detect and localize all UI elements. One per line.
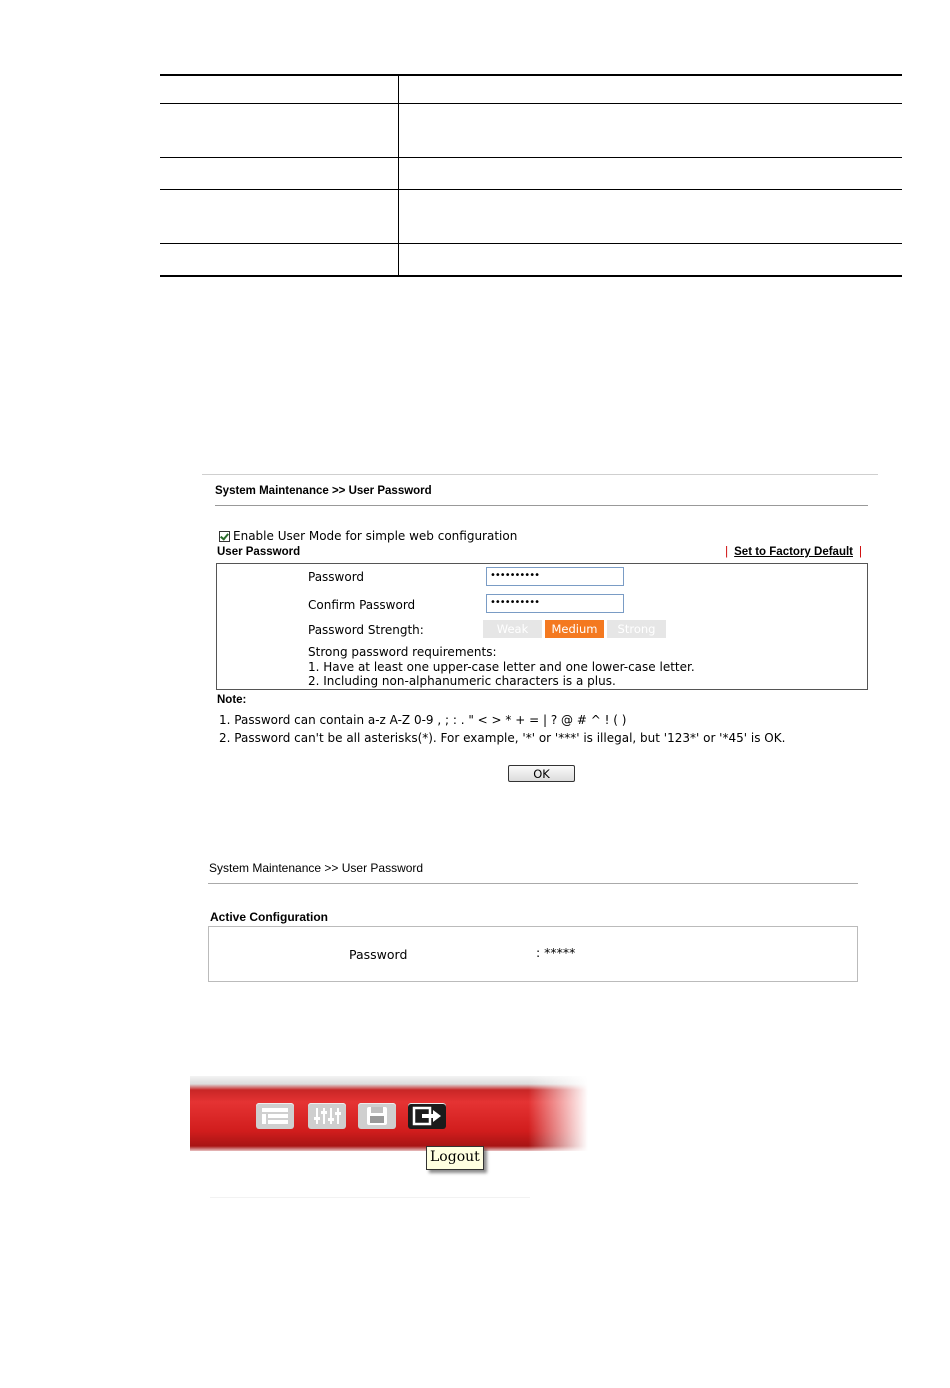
password-label: Password	[349, 947, 408, 962]
password-form-box	[216, 563, 868, 690]
document-table	[160, 74, 902, 277]
separator: |	[725, 546, 729, 558]
note-item: 1. Password can contain a-z A-Z 0-9 , ; : . " < > * + = | ? @ # ^ ! ( )	[219, 713, 627, 727]
logout-tooltip: Logout	[426, 1146, 484, 1170]
confirm-password-input[interactable]: ••••••••••	[486, 594, 624, 613]
active-config-box	[208, 926, 858, 982]
user-password-panel	[202, 474, 878, 794]
section-title: Active Configuration	[210, 910, 329, 924]
password-requirements	[308, 645, 695, 689]
save-icon[interactable]	[358, 1103, 396, 1129]
note-item: 2. Password can't be all asterisks(*). For example, '*' or '***' is illegal, but '123*' or '*45' is OK.	[219, 731, 786, 745]
section-title: User Password	[217, 546, 301, 558]
table-row-rule	[160, 189, 902, 190]
table-row-rule	[160, 243, 902, 244]
faint-divider	[210, 1197, 530, 1198]
notes-list	[219, 711, 785, 747]
enable-user-mode-label: Enable User Mode for simple web configuration	[233, 529, 518, 543]
logout-icon[interactable]	[408, 1103, 446, 1129]
password-strength-label: Password Strength:	[308, 623, 424, 637]
table-bottom-rule	[160, 275, 902, 277]
settings-sliders-icon[interactable]	[308, 1103, 346, 1129]
table-column-divider	[398, 74, 399, 277]
confirm-password-label: Confirm Password	[308, 598, 416, 612]
separator: |	[859, 546, 862, 558]
page-title: System Maintenance >> User Password	[215, 485, 432, 497]
password-value: : *****	[536, 945, 576, 960]
strength-medium: Medium	[545, 620, 604, 638]
password-label: Password	[308, 570, 365, 584]
set-to-factory-default-link[interactable]: Set to Factory Default	[734, 546, 853, 558]
table-header-rule	[160, 103, 902, 104]
layout-icon[interactable]	[256, 1103, 294, 1129]
password-input[interactable]: ••••••••••	[486, 567, 624, 586]
enable-user-mode-checkbox[interactable]	[219, 529, 517, 543]
password-strength-meter	[483, 620, 666, 638]
checkbox-checked-icon[interactable]	[219, 531, 230, 542]
top-toolbar	[190, 1076, 588, 1151]
strength-strong: Strong	[607, 620, 666, 638]
note-title: Note:	[217, 694, 247, 706]
factory-default-link-group	[719, 546, 868, 558]
ok-button[interactable]: OK	[508, 765, 575, 782]
requirement-item: 2. Including non-alphanumeric characters is a plus.	[308, 674, 616, 688]
panel-top-border	[202, 474, 878, 475]
strength-weak: Weak	[483, 620, 542, 638]
title-divider	[215, 505, 868, 506]
table-top-rule	[160, 74, 902, 76]
page-title: System Maintenance >> User Password	[209, 861, 424, 875]
title-divider	[208, 883, 858, 884]
table-row-rule	[160, 157, 902, 158]
active-configuration-panel	[208, 857, 858, 987]
requirements-title: Strong password requirements:	[308, 645, 497, 659]
requirement-item: 1. Have at least one upper-case letter and one lower-case letter.	[308, 659, 695, 674]
